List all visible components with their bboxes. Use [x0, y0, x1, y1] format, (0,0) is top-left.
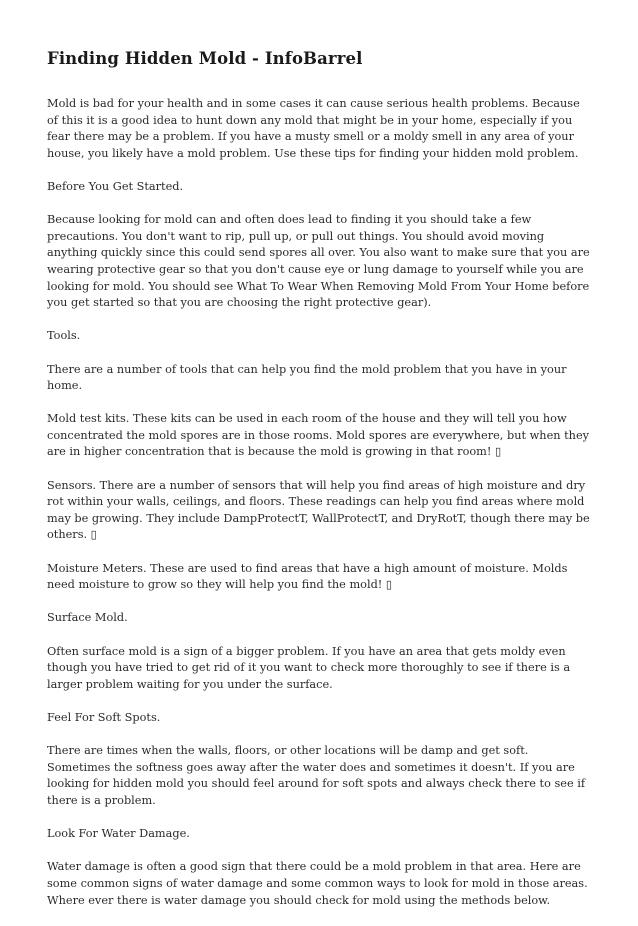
paragraph-sensors: Sensors. There are a number of sensors that will help you find areas of high moisture and dry rot within your walls, ceilings, and floors. These readings can help you find areas where mold may be growing. They include DampProtectT, WallProtectT, and DryRotT, though there may be others. ▯	[47, 478, 590, 542]
paragraph-tools-intro: There are a number of tools that can help you find the mold problem that you have in your home.	[47, 362, 567, 393]
paragraph-moisture-meters: Moisture Meters. These are used to find areas that have a high amount of moisture. Molds need moisture to grow so they will help you find the mold! ▯	[47, 561, 568, 592]
paragraph-surface-mold: Often surface mold is a sign of a bigger problem. If you have an area that gets moldy even though you have tried to get rid of it you want to check more thoroughly to see if there is a larger problem waiting for you under the surface.	[47, 644, 571, 691]
paragraph-water-damage: Water damage is often a good sign that there could be a mold problem in that area. Here are some common signs of water damage and some common ways to look for mold in those areas. Where ever there is water damage you should check for mold using the methods below.	[47, 860, 588, 907]
paragraph-soft-spots: There are times when the walls, floors, or other locations will be damp and get soft. Sometimes the softness goes away after the water does and sometimes it doesn't. If you are looking for hidden mold you should feel around for soft spots and always check there to see if there is a problem.	[47, 744, 586, 807]
heading-surface-mold: Surface Mold.	[47, 611, 128, 625]
document-title: Finding Hidden Mold - InfoBarrel	[47, 49, 363, 68]
heading-before-you-get-started: Before You Get Started.	[47, 179, 184, 193]
heading-look-for-water-damage: Look For Water Damage.	[47, 827, 190, 841]
heading-feel-for-soft-spots: Feel For Soft Spots.	[47, 710, 161, 724]
paragraph-intro: Mold is bad for your health and in some cases it can cause serious health problems. Because of this it is a good idea to hunt down any mold that might be in your home, especially if you fear there may be a problem. If you have a musty smell or a moldy smell in any area of your house, you likely have a mold problem. Use these tips for finding your hidden mold problem.	[47, 97, 580, 160]
heading-tools: Tools.	[47, 329, 81, 343]
paragraph-precautions: Because looking for mold can and often does lead to finding it you should take a few precautions. You don't want to rip, pull up, or pull out things. You should avoid moving anything quickly since this could send spores all over. You also want to make sure that you are wearing protective gear so that you don't cause eye or lung damage to yourself while you are looking for mold. You should see What To Wear When Removing Mold From Your Home before you get started so that you are choosing the right protective gear).	[47, 213, 590, 310]
document-page	[47, 48, 592, 926]
paragraph-mold-test-kits: Mold test kits. These kits can be used in each room of the house and they will tell you how concentrated the mold spores are in those rooms. Mold spores are everywhere, but when they are in higher concentration that is because the mold is growing in that room! ▯	[47, 412, 590, 459]
